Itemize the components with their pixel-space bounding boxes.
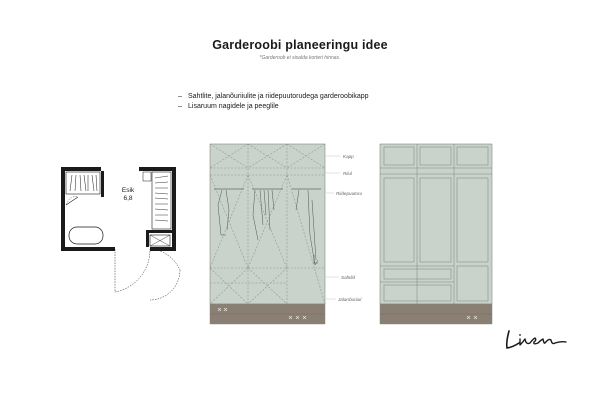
plan-door-swing [66,197,78,205]
room-label [113,187,143,203]
room-area: 6,8 [123,195,133,202]
annotation-riiul: Riiul [343,171,352,176]
annotation-sahtlid: Sahtlid [341,275,356,280]
plan-wall-bottom-right [150,247,176,251]
elevation-front [380,144,492,324]
elevation-interior [210,144,325,324]
room-name: Esik [121,187,135,194]
feature-item: – Sahtlite, jalanõuriiulite ja riidepuutorudega garderoobikapp [178,92,369,102]
plan-wall-bottom-left [61,247,115,251]
feature-item: – Lisaruum nagidele ja peeglile [178,102,369,112]
page-title: Garderoobi planeeringu idee [212,38,388,52]
plan-wall-left [61,167,65,251]
price-disclaimer: *Garderoob ei sisalda korteri hinnas. [259,55,341,61]
annotation-kapp: Kapp [343,154,354,159]
annotation-jalanouriiul: Jalanõuriiul [338,297,362,302]
plan-partition [146,230,172,233]
plan-bathtub [69,227,103,244]
annotation-guides [326,156,340,299]
plan-wall-right [172,167,176,251]
plan-wall-top-right [139,167,176,171]
annotation-riidepuutoru: Riidepuutoru [336,191,363,196]
plan-shelf [143,172,151,181]
plan-partition [146,230,149,247]
plan-wall-top-left [61,167,101,171]
plan-partition [101,171,104,197]
liven-logo [503,328,569,352]
